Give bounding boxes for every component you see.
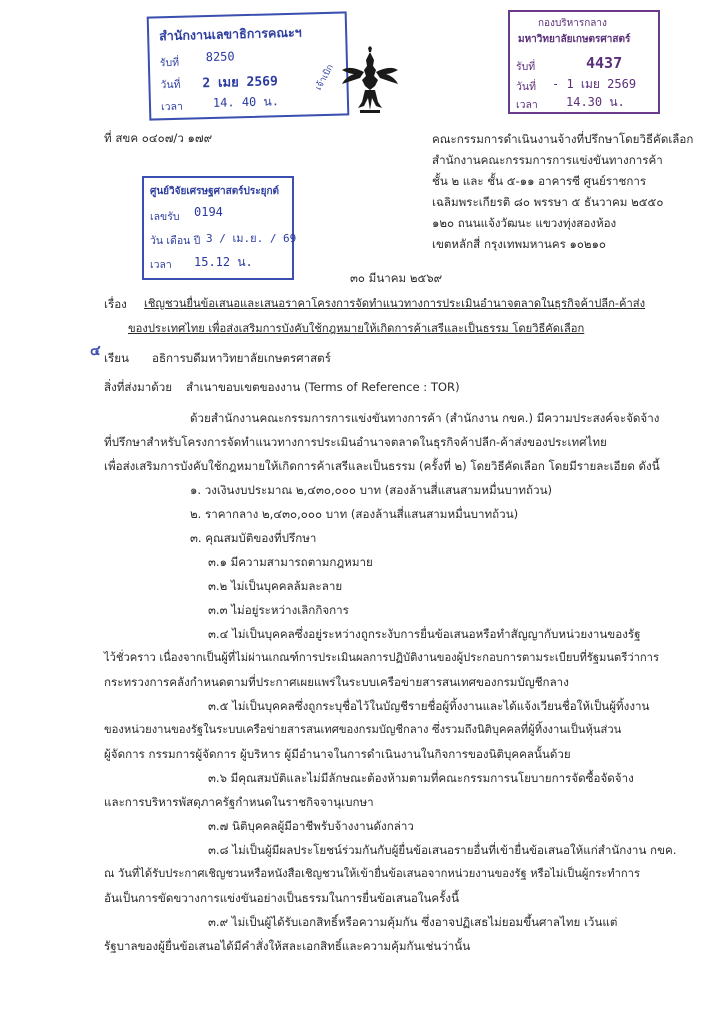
qualification-item: ๓.๕ ไม่เป็นบุคคลซึ่งถูกระบุชื่อไว้ในบัญชีรายชื่อผู้ทิ้งงานและได้แจ้งเวียนชื่อให้เป็นผู้ทิ้งงาน — [208, 699, 650, 713]
stamp-recv-no: 0194 — [194, 205, 223, 219]
sender-line: เขตหลักสี่ กรุงเทพมหานคร ๑๐๒๑๐ — [432, 237, 607, 251]
addressee: อธิการบดีมหาวิทยาลัยเกษตรศาสตร์ — [152, 351, 331, 365]
stamp-time-label: เวลา — [160, 100, 184, 114]
stamp-time: 15.12 น. — [194, 255, 253, 269]
salutation-label: เรียน — [104, 351, 129, 365]
receive-stamp-research-center — [142, 176, 297, 280]
body-paragraph: ด้วยสำนักงานคณะกรรมการการแข่งขันทางการค้า (สำนักงาน กขค.) มีความประสงค์จะจัดจ้าง — [190, 411, 660, 425]
list-item: ๒. ราคากลาง ๒,๔๓๐,๐๐๐ บาท (สองล้านสี่แสนสามหมื่นบาทถ้วน) — [190, 507, 519, 521]
subject-label: เรื่อง — [104, 297, 127, 311]
qualification-item: ๓.๓ ไม่อยู่ระหว่างเลิกกิจการ — [208, 603, 349, 617]
sender-line: ๑๒๐ ถนนแจ้งวัฒนะ แขวงทุ่งสองห้อง — [432, 216, 617, 230]
stamp-date-label: วัน เดือน ปี — [150, 235, 201, 247]
sender-line: คณะกรรมการดำเนินงานจ้างที่ปรึกษาโดยวิธีคัดเลือก — [432, 132, 694, 146]
body-paragraph: เพื่อส่งเสริมการบังคับใช้กฎหมายให้เกิดการค้าเสรีและเป็นธรรม (ครั้งที่ ๒) โดยวิธีคัดเลือก โดยมีรายละเอียด ดังนี้ — [104, 459, 660, 473]
subject-line: เชิญชวนยื่นข้อเสนอและเสนอราคาโครงการจัดทำแนวทางการประเมินอำนาจตลาดในธุรกิจค้าปลีก-ค้าส่ง — [144, 297, 646, 310]
stamp-time: 14. 40 น. — [212, 94, 280, 110]
stamp-date: - 1 เมย 2569 — [552, 77, 637, 91]
receive-stamp-central-admin — [508, 10, 660, 114]
qualification-item: ๓.๑ มีความสามารถตามกฎหมาย — [208, 555, 373, 569]
stamp-line2: มหาวิทยาลัยเกษตรศาสตร์ — [518, 34, 631, 45]
qualification-item: ๓.๘ ไม่เป็นผู้มีผลประโยชน์ร่วมกันกับผู้ยื่นข้อเสนอรายอื่นที่เข้ายื่นข้อเสนอให้แก่สำนักงาน กขค. — [208, 843, 677, 857]
qualification-item: และการบริหารพัสดุภาครัฐกำหนดในราชกิจจานุเบกษา — [104, 795, 374, 809]
qualification-item: อันเป็นการขัดขวางการแข่งขันอย่างเป็นธรรมในการยื่นข้อเสนอในครั้งนี้ — [104, 891, 460, 905]
qualification-item: ๓.๒ ไม่เป็นบุคคลล้มละลาย — [208, 579, 343, 593]
qualification-item: ๓.๗ นิติบุคคลผู้มีอาชีพรับจ้างงานดังกล่าว — [208, 819, 414, 833]
stamp-recv-label: เลขรับ — [150, 211, 180, 223]
stamp-recv-label: รับที่ — [516, 61, 536, 73]
sender-line: สำนักงานคณะกรรมการการแข่งขันทางการค้า — [432, 153, 663, 167]
stamp-date: 2 เมย 2569 — [202, 74, 279, 92]
stamp-date-label: วันที่ — [160, 78, 181, 92]
stamp-line1: กองบริหารกลาง — [538, 18, 607, 29]
sender-address — [432, 131, 693, 257]
garuda-emblem — [338, 46, 402, 118]
body-paragraph: ที่ปรึกษาสำหรับโครงการจัดทำแนวทางการประเมินอำนาจตลาดในธุรกิจค้าปลีก-ค้าส่งของประเทศไทย — [104, 435, 607, 449]
qualification-item: ๓.๖ มีคุณสมบัติและไม่มีลักษณะต้องห้ามตามที่คณะกรรมการนโยบายการจัดซื้อจัดจ้าง — [208, 771, 634, 785]
receive-stamp-secretariat — [147, 11, 350, 120]
enclosure: สำเนาขอบเขตของงาน (Terms of Reference : TOR) — [186, 380, 460, 394]
stamp-time: 14.30 น. — [566, 95, 625, 109]
stamp-date-label: วันที่ — [516, 81, 536, 93]
sender-line: เฉลิมพระเกียรติ ๘๐ พรรษา ๕ ธันวาคม ๒๕๕๐ — [432, 195, 664, 209]
qualification-item: ๓.๙ ไม่เป็นผู้ได้รับเอกสิทธิ์หรือความคุ้มกัน ซึ่งอาจปฏิเสธไม่ยอมขึ้นศาลไทย เว้นแต่ — [208, 915, 618, 929]
sender-line: ชั้น ๒ และ ชั้น ๕-๑๑ อาคารซี ศูนย์ราชการ — [432, 174, 647, 188]
stamp-side-note: เจ้าเบิก — [314, 62, 337, 93]
enclosure-label: สิ่งที่ส่งมาด้วย — [104, 380, 173, 394]
qualification-item: ผู้จัดการ กรรมการผู้จัดการ ผู้บริหาร ผู้มีอำนาจในการดำเนินงานในกิจการของนิติบุคคลนั้นด้วย — [104, 747, 571, 761]
stamp-date: 3 / เม.ย. / 69 — [206, 232, 297, 245]
handwritten-mark: ๔ — [90, 343, 101, 359]
subject-line: ของประเทศไทย เพื่อส่งเสริมการบังคับใช้กฎหมายให้เกิดการค้าเสรีและเป็นธรรม โดยวิธีคัดเลือก — [128, 322, 585, 335]
qualification-item: กระทรวงการคลังกำหนดตามที่ประกาศเผยแพร่ในระบบเครือข่ายสารสนเทศของกรมบัญชีกลาง — [104, 675, 569, 689]
stamp-time-label: เวลา — [150, 259, 172, 271]
list-item: ๑. วงเงินงบประมาณ ๒,๔๓๐,๐๐๐ บาท (สองล้านสี่แสนสามหมื่นบาทถ้วน) — [190, 483, 553, 497]
qualification-item: ๓.๔ ไม่เป็นบุคคลซึ่งอยู่ระหว่างถูกระงับการยื่นข้อเสนอหรือทำสัญญากับหน่วยงานของรัฐ — [208, 627, 641, 641]
stamp-recv-no: 8250 — [205, 49, 235, 65]
stamp-line1: ศูนย์วิจัยเศรษฐศาสตร์ประยุกต์ — [150, 186, 280, 197]
stamp-recv-no: 4437 — [586, 54, 623, 72]
qualification-item: ของหน่วยงานของรัฐในระบบเครือข่ายสารสนเทศของกรมบัญชีกลาง ซึ่งรวมถึงนิติบุคคลที่ผู้ทิ้งงานเป็นหุ้นส่วน — [104, 723, 622, 736]
reference-number: ที่ สขค ๐๔๐๗/ว ๑๗๙ — [104, 131, 213, 145]
qualification-item: ไว้ชั่วคราว เนื่องจากเป็นผู้ที่ไม่ผ่านเกณฑ์การประเมินผลการปฏิบัติงานของผู้ประกอบการตามระเบียบที่รัฐมนตรีว่าการ — [104, 651, 659, 664]
letter-date: ๓๐ มีนาคม ๒๕๖๙ — [350, 271, 443, 285]
qualification-item: รัฐบาลของผู้ยื่นข้อเสนอได้มีคำสั่งให้สละเอกสิทธิ์และความคุ้มกันเช่นว่านั้น — [104, 939, 471, 953]
stamp-recv-label: รับที่ — [159, 56, 180, 70]
stamp-time-label: เวลา — [516, 99, 538, 111]
list-item: ๓. คุณสมบัติของที่ปรึกษา — [190, 531, 317, 545]
qualification-item: ณ วันที่ได้รับประกาศเชิญชวนหรือหนังสือเชิญชวนให้เข้ายื่นข้อเสนอจากหน่วยงานของรัฐ หรือไม่เป็นผู้กระทำการ — [104, 867, 640, 880]
stamp-title: สำนักงานเลขาธิการคณะฯ — [158, 24, 302, 44]
